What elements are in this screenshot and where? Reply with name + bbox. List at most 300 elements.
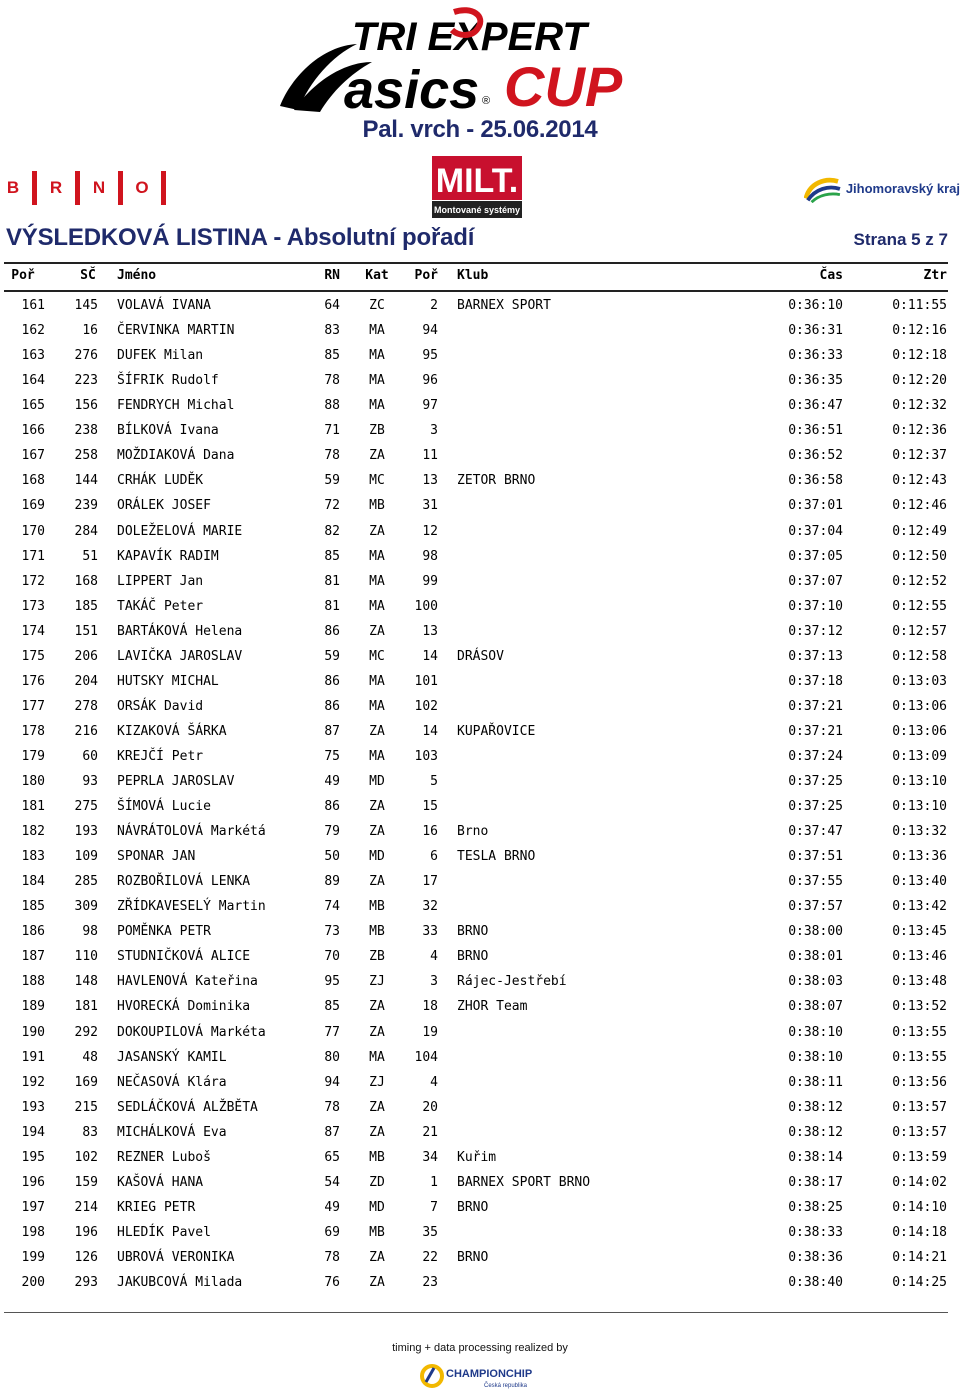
cell-klub: Kuřim xyxy=(457,1149,497,1165)
cell-rn: 78 xyxy=(324,373,340,389)
cell-ztr: 0:12:49 xyxy=(892,523,947,539)
cell-rn: 87 xyxy=(324,1124,340,1140)
cell-rn: 85 xyxy=(324,548,340,564)
cell-ztr: 0:13:40 xyxy=(892,874,947,890)
cell-kat: MA xyxy=(369,698,385,714)
cell-kat: ZD xyxy=(369,1174,385,1190)
cell-por: 168 xyxy=(21,473,45,489)
document-title: VÝSLEDKOVÁ LISTINA - Absolutní pořadí xyxy=(6,224,475,251)
jmk-emblem-icon xyxy=(804,173,842,203)
table-row xyxy=(0,724,960,744)
cell-kat: MB xyxy=(369,498,385,514)
brno-bar-icon xyxy=(32,171,37,205)
col-header-por: Poř xyxy=(11,268,35,283)
cell-rn: 64 xyxy=(324,298,340,313)
table-row xyxy=(0,1100,960,1120)
cell-sc: 159 xyxy=(74,1174,98,1190)
table-row xyxy=(0,949,960,969)
cell-ztr: 0:12:36 xyxy=(892,423,947,439)
cell-sc: 285 xyxy=(74,874,98,890)
cell-name: DUFEK Milan xyxy=(117,348,204,364)
cell-kat: MA xyxy=(369,598,385,614)
cell-rn: 80 xyxy=(324,1049,340,1065)
col-header-rn: RN xyxy=(324,268,340,283)
cell-ztr: 0:13:32 xyxy=(892,824,947,840)
cell-por-cat: 6 xyxy=(430,849,438,865)
cell-kat: MA xyxy=(369,1049,385,1065)
cell-name: HLEDÍK Pavel xyxy=(117,1224,211,1240)
cell-name: KAPAVÍK RADIM xyxy=(117,548,219,564)
cell-sc: 275 xyxy=(74,799,98,814)
cell-name: KREJČÍ Petr xyxy=(117,748,204,764)
triexpert-asics-cup-logo xyxy=(272,6,692,118)
table-row xyxy=(0,448,960,468)
cell-ztr: 0:12:43 xyxy=(892,473,947,489)
cell-rn: 70 xyxy=(324,949,340,965)
cell-por-cat: 97 xyxy=(422,398,438,414)
cell-por: 198 xyxy=(21,1224,45,1240)
cell-por-cat: 11 xyxy=(422,448,438,464)
cell-por-cat: 4 xyxy=(430,1074,438,1090)
cell-sc: 239 xyxy=(74,498,98,514)
cell-klub: ZHOR Team xyxy=(457,999,528,1015)
cell-sc: 148 xyxy=(74,974,98,990)
cell-cas: 0:37:25 xyxy=(788,774,843,789)
cell-por: 194 xyxy=(21,1124,45,1140)
cell-rn: 86 xyxy=(324,698,340,714)
championchip-logo xyxy=(420,1362,540,1390)
cell-por-cat: 101 xyxy=(414,673,438,689)
cell-ztr: 0:14:21 xyxy=(892,1249,947,1265)
cell-name: BARTÁKOVÁ Helena xyxy=(117,623,243,639)
table-row xyxy=(0,373,960,393)
milt-name: MILT. xyxy=(435,162,519,200)
table-row xyxy=(0,348,960,368)
cell-por: 171 xyxy=(21,548,45,564)
table-row xyxy=(0,599,960,619)
cell-cas: 0:37:57 xyxy=(788,899,843,915)
table-row xyxy=(0,323,960,343)
cell-name: ŠÍMOVÁ Lucie xyxy=(117,799,211,814)
table-row xyxy=(0,649,960,669)
cell-sc: 278 xyxy=(74,698,98,714)
cell-por: 192 xyxy=(21,1074,45,1090)
cell-rn: 95 xyxy=(324,974,340,990)
footer-credit: timing + data processing realized by xyxy=(392,1342,568,1354)
table-row xyxy=(0,574,960,594)
cell-cas: 0:37:24 xyxy=(788,748,843,764)
table-row xyxy=(0,1175,960,1195)
cell-kat: MA xyxy=(369,348,385,364)
cell-kat: ZA xyxy=(369,1249,385,1265)
cell-name: ŠÍFRIK Rudolf xyxy=(117,373,219,389)
cell-sc: 51 xyxy=(82,548,98,564)
col-header-ztr: Ztr xyxy=(923,268,947,283)
cell-sc: 145 xyxy=(74,298,98,313)
cell-por: 178 xyxy=(21,723,45,739)
cell-name: CRHÁK LUDĚK xyxy=(117,473,204,489)
jmk-text: Jihomoravský kraj xyxy=(845,180,960,196)
cell-ztr: 0:14:02 xyxy=(892,1174,947,1190)
cell-por-cat: 2 xyxy=(430,298,438,313)
col-header-por-cat: Poř xyxy=(414,268,438,283)
cell-por-cat: 14 xyxy=(422,648,438,664)
table-row xyxy=(0,524,960,544)
brno-bar-icon xyxy=(118,171,123,205)
cell-cas: 0:38:33 xyxy=(788,1224,843,1240)
cell-klub: Rájec-Jestřebí xyxy=(457,974,567,990)
cell-por-cat: 35 xyxy=(422,1224,438,1240)
cell-por: 177 xyxy=(21,698,45,714)
cell-por-cat: 99 xyxy=(422,573,438,589)
cell-sc: 151 xyxy=(74,623,98,639)
cell-sc: 60 xyxy=(82,748,98,764)
cell-name: JASANSKÝ KAMIL xyxy=(117,1049,227,1065)
table-row xyxy=(0,1150,960,1170)
cell-sc: 126 xyxy=(74,1249,98,1265)
cell-cas: 0:38:11 xyxy=(788,1074,843,1090)
cell-por: 195 xyxy=(21,1149,45,1165)
cell-klub: DRÁSOV xyxy=(457,648,504,664)
cell-por-cat: 98 xyxy=(422,548,438,564)
cell-cas: 0:38:10 xyxy=(788,1049,843,1065)
cell-ztr: 0:12:57 xyxy=(892,623,947,639)
table-row xyxy=(0,899,960,919)
cell-ztr: 0:13:03 xyxy=(892,673,947,689)
cell-klub: BRNO xyxy=(457,1199,489,1215)
cell-por-cat: 96 xyxy=(422,373,438,389)
cell-name: NEČASOVÁ Klára xyxy=(117,1074,227,1090)
table-row xyxy=(0,674,960,694)
cell-por: 170 xyxy=(21,523,45,539)
registered-mark: ® xyxy=(482,95,491,107)
cell-por: 188 xyxy=(21,974,45,990)
cell-kat: MB xyxy=(369,1149,385,1165)
cell-rn: 76 xyxy=(324,1275,340,1290)
cell-name: KIZAKOVÁ ŠÁRKA xyxy=(117,723,227,739)
cell-name: LIPPERT Jan xyxy=(117,573,204,589)
cell-ztr: 0:13:48 xyxy=(892,974,947,990)
cell-ztr: 0:13:59 xyxy=(892,1149,947,1165)
cell-sc: 216 xyxy=(74,723,98,739)
milt-logo xyxy=(432,156,522,218)
cell-name: STUDNIČKOVÁ ALICE xyxy=(117,949,251,965)
cell-por-cat: 33 xyxy=(422,924,438,940)
cell-ztr: 0:12:16 xyxy=(892,323,947,339)
cell-sc: 144 xyxy=(74,473,98,489)
cell-cas: 0:38:36 xyxy=(788,1249,843,1265)
cell-rn: 87 xyxy=(324,723,340,739)
cell-rn: 49 xyxy=(324,1199,340,1215)
cell-kat: ZA xyxy=(369,448,385,464)
cell-rn: 86 xyxy=(324,799,340,814)
cell-por: 191 xyxy=(21,1049,45,1065)
cell-sc: 181 xyxy=(74,999,98,1015)
cell-por: 164 xyxy=(21,373,45,389)
cell-rn: 86 xyxy=(324,673,340,689)
cell-sc: 168 xyxy=(74,573,98,589)
cell-rn: 85 xyxy=(324,999,340,1015)
cell-rn: 71 xyxy=(324,423,340,439)
cell-name: UBROVÁ VERONIKA xyxy=(117,1249,235,1265)
table-row xyxy=(0,1225,960,1245)
cell-cas: 0:36:31 xyxy=(788,323,843,339)
table-row xyxy=(0,824,960,844)
cell-cas: 0:36:52 xyxy=(788,448,843,464)
table-row xyxy=(0,624,960,644)
cell-cas: 0:38:25 xyxy=(788,1199,843,1215)
cell-sc: 48 xyxy=(82,1049,98,1065)
cell-por-cat: 13 xyxy=(422,473,438,489)
cell-cas: 0:36:51 xyxy=(788,423,843,439)
event-subtitle: Pal. vrch - 25.06.2014 xyxy=(362,116,598,143)
cell-sc: 214 xyxy=(74,1199,98,1215)
cell-por-cat: 102 xyxy=(414,698,438,714)
cell-name: KRIEG PETR xyxy=(117,1199,196,1215)
cell-ztr: 0:14:18 xyxy=(892,1224,947,1240)
cell-ztr: 0:12:37 xyxy=(892,448,947,464)
cell-sc: 238 xyxy=(74,423,98,439)
cell-kat: MA xyxy=(369,373,385,389)
cell-cas: 0:37:51 xyxy=(788,849,843,865)
cell-rn: 49 xyxy=(324,774,340,789)
cell-rn: 94 xyxy=(324,1074,340,1090)
cell-kat: ZA xyxy=(369,799,385,814)
cell-name: ORÁLEK JOSEF xyxy=(117,498,211,514)
cell-cas: 0:37:47 xyxy=(788,824,843,840)
cell-por: 181 xyxy=(21,799,45,814)
cell-kat: ZJ xyxy=(369,1074,385,1090)
table-row xyxy=(0,749,960,769)
cell-rn: 79 xyxy=(324,824,340,840)
cell-ztr: 0:13:57 xyxy=(892,1099,947,1115)
cell-por: 183 xyxy=(21,849,45,865)
cell-klub: BARNEX SPORT xyxy=(457,298,551,313)
cell-sc: 284 xyxy=(74,523,98,539)
cell-name: ZŘÍDKAVESELÝ Martin xyxy=(117,899,266,915)
cell-name: DOKOUPILOVÁ Markéta xyxy=(117,1024,266,1040)
cell-por-cat: 19 xyxy=(422,1024,438,1040)
cell-por-cat: 3 xyxy=(430,423,438,439)
cell-por: 169 xyxy=(21,498,45,514)
cell-por-cat: 1 xyxy=(430,1174,438,1190)
cell-rn: 81 xyxy=(324,598,340,614)
table-row xyxy=(0,924,960,944)
cell-por: 187 xyxy=(21,949,45,965)
cell-name: REZNER Luboš xyxy=(117,1149,211,1165)
cell-cas: 0:37:10 xyxy=(788,598,843,614)
col-header-cas: Čas xyxy=(819,268,843,283)
cell-por-cat: 32 xyxy=(422,899,438,915)
cell-rn: 89 xyxy=(324,874,340,890)
cell-sc: 169 xyxy=(74,1074,98,1090)
table-row xyxy=(0,774,960,794)
cell-name: SEDLÁČKOVÁ ALŽBĚTA xyxy=(117,1099,258,1115)
cell-rn: 65 xyxy=(324,1149,340,1165)
cell-cas: 0:38:07 xyxy=(788,999,843,1015)
table-row xyxy=(0,849,960,869)
cell-por: 165 xyxy=(21,398,45,414)
cell-por-cat: 16 xyxy=(422,824,438,840)
cell-por-cat: 18 xyxy=(422,999,438,1015)
table-row xyxy=(0,874,960,894)
col-header-kat: Kat xyxy=(365,268,389,283)
cell-ztr: 0:12:55 xyxy=(892,598,947,614)
cell-por-cat: 34 xyxy=(422,1149,438,1165)
cell-klub: KUPAŘOVICE xyxy=(457,723,536,739)
cell-klub: TESLA BRNO xyxy=(457,849,536,865)
cell-por-cat: 94 xyxy=(422,323,438,339)
cell-cas: 0:37:21 xyxy=(788,723,843,739)
cell-name: NÁVRÁTOLOVÁ Markétá xyxy=(117,824,266,840)
table-row xyxy=(0,974,960,994)
cell-ztr: 0:13:55 xyxy=(892,1024,947,1040)
cell-sc: 83 xyxy=(82,1124,98,1140)
cell-kat: ZA xyxy=(369,523,385,539)
cell-por-cat: 95 xyxy=(422,348,438,364)
cell-sc: 215 xyxy=(74,1099,98,1115)
cell-kat: MD xyxy=(369,1199,385,1215)
cell-sc: 292 xyxy=(74,1024,98,1040)
cell-kat: ZA xyxy=(369,999,385,1015)
cell-kat: MA xyxy=(369,548,385,564)
cell-por: 175 xyxy=(21,648,45,664)
cell-kat: ZB xyxy=(369,949,385,965)
cell-cas: 0:37:01 xyxy=(788,498,843,514)
cell-por: 182 xyxy=(21,824,45,840)
cell-sc: 293 xyxy=(74,1275,98,1290)
cell-por-cat: 31 xyxy=(422,498,438,514)
cell-kat: MD xyxy=(369,849,385,865)
cell-cas: 0:37:21 xyxy=(788,698,843,714)
table-row xyxy=(0,1125,960,1145)
cell-sc: 16 xyxy=(82,323,98,339)
cell-por: 184 xyxy=(21,874,45,890)
cell-ztr: 0:13:06 xyxy=(892,698,947,714)
cell-cas: 0:38:10 xyxy=(788,1024,843,1040)
cell-rn: 81 xyxy=(324,573,340,589)
cell-ztr: 0:13:06 xyxy=(892,723,947,739)
cell-ztr: 0:13:52 xyxy=(892,999,947,1015)
cell-por: 161 xyxy=(21,298,45,313)
cell-por-cat: 22 xyxy=(422,1249,438,1265)
cell-kat: MB xyxy=(369,899,385,915)
cell-klub: BRNO xyxy=(457,924,489,940)
table-row xyxy=(0,799,960,819)
cell-sc: 204 xyxy=(74,673,98,689)
cell-rn: 59 xyxy=(324,648,340,664)
cell-kat: ZA xyxy=(369,824,385,840)
cell-name: SPONAR JAN xyxy=(117,849,196,865)
cell-ztr: 0:12:32 xyxy=(892,398,947,414)
brno-letter: B xyxy=(6,178,20,197)
brno-letter: N xyxy=(92,178,106,197)
cell-por-cat: 5 xyxy=(430,774,438,789)
cell-rn: 54 xyxy=(324,1174,340,1190)
cell-name: MICHÁLKOVÁ Eva xyxy=(117,1124,227,1140)
cell-por: 197 xyxy=(21,1199,45,1215)
cell-por: 200 xyxy=(21,1275,45,1290)
cell-sc: 102 xyxy=(74,1149,98,1165)
cell-cas: 0:38:14 xyxy=(788,1149,843,1165)
cell-ztr: 0:14:10 xyxy=(892,1199,947,1215)
cell-ztr: 0:12:50 xyxy=(892,548,947,564)
cell-rn: 78 xyxy=(324,448,340,464)
cell-sc: 109 xyxy=(74,849,98,865)
brno-bar-icon xyxy=(75,171,80,205)
cell-kat: MA xyxy=(369,323,385,339)
cell-sc: 93 xyxy=(82,774,98,789)
cell-por-cat: 4 xyxy=(430,949,438,965)
cell-por: 193 xyxy=(21,1099,45,1115)
cell-rn: 88 xyxy=(324,398,340,414)
championchip-country: Česká republika xyxy=(484,1383,528,1389)
cell-name: LAVIČKA JAROSLAV xyxy=(117,648,243,664)
cell-kat: ZA xyxy=(369,1099,385,1115)
cell-sc: 258 xyxy=(74,448,98,464)
jihomoravsky-kraj-logo xyxy=(804,170,960,206)
cell-sc: 223 xyxy=(74,373,98,389)
cell-name: PEPRLA JAROSLAV xyxy=(117,774,235,789)
cell-cas: 0:38:12 xyxy=(788,1124,843,1140)
cell-ztr: 0:14:25 xyxy=(892,1275,947,1290)
cell-rn: 78 xyxy=(324,1099,340,1115)
cell-kat: MB xyxy=(369,924,385,940)
cell-cas: 0:37:18 xyxy=(788,673,843,689)
cell-kat: MC xyxy=(369,648,385,664)
table-row xyxy=(0,1050,960,1070)
brand-cup-text: CUP xyxy=(504,55,623,118)
cell-rn: 69 xyxy=(324,1224,340,1240)
cell-rn: 50 xyxy=(324,849,340,865)
cell-rn: 86 xyxy=(324,623,340,639)
cell-cas: 0:36:58 xyxy=(788,473,843,489)
brand-asics-text: asics xyxy=(344,60,480,118)
cell-kat: MA xyxy=(369,673,385,689)
table-row xyxy=(0,1200,960,1220)
cell-por: 189 xyxy=(21,999,45,1015)
cell-por: 167 xyxy=(21,448,45,464)
cell-ztr: 0:13:46 xyxy=(892,949,947,965)
cell-cas: 0:38:17 xyxy=(788,1174,843,1190)
brno-letter: O xyxy=(135,178,149,197)
championchip-emblem-icon xyxy=(422,1366,442,1386)
cell-ztr: 0:13:42 xyxy=(892,899,947,915)
cell-por: 179 xyxy=(21,748,45,764)
cell-por: 196 xyxy=(21,1174,45,1190)
cell-kat: ZB xyxy=(369,423,385,439)
cell-cas: 0:36:47 xyxy=(788,398,843,414)
cell-kat: ZJ xyxy=(369,974,385,990)
cell-por-cat: 14 xyxy=(422,723,438,739)
brno-bar-icon xyxy=(161,171,166,205)
cell-rn: 59 xyxy=(324,473,340,489)
cell-kat: MA xyxy=(369,573,385,589)
cell-por: 186 xyxy=(21,924,45,940)
cell-kat: MA xyxy=(369,398,385,414)
cell-cas: 0:38:01 xyxy=(788,949,843,965)
cell-ztr: 0:12:46 xyxy=(892,498,947,514)
footer-rule xyxy=(4,1312,948,1313)
cell-name: DOLEŽELOVÁ MARIE xyxy=(117,523,243,539)
cell-kat: ZA xyxy=(369,1275,385,1290)
cell-cas: 0:37:12 xyxy=(788,623,843,639)
cell-por: 176 xyxy=(21,673,45,689)
cell-kat: ZA xyxy=(369,874,385,890)
cell-name: HVORECKÁ Dominika xyxy=(117,999,251,1015)
cell-por: 174 xyxy=(21,623,45,639)
cell-kat: MA xyxy=(369,748,385,764)
